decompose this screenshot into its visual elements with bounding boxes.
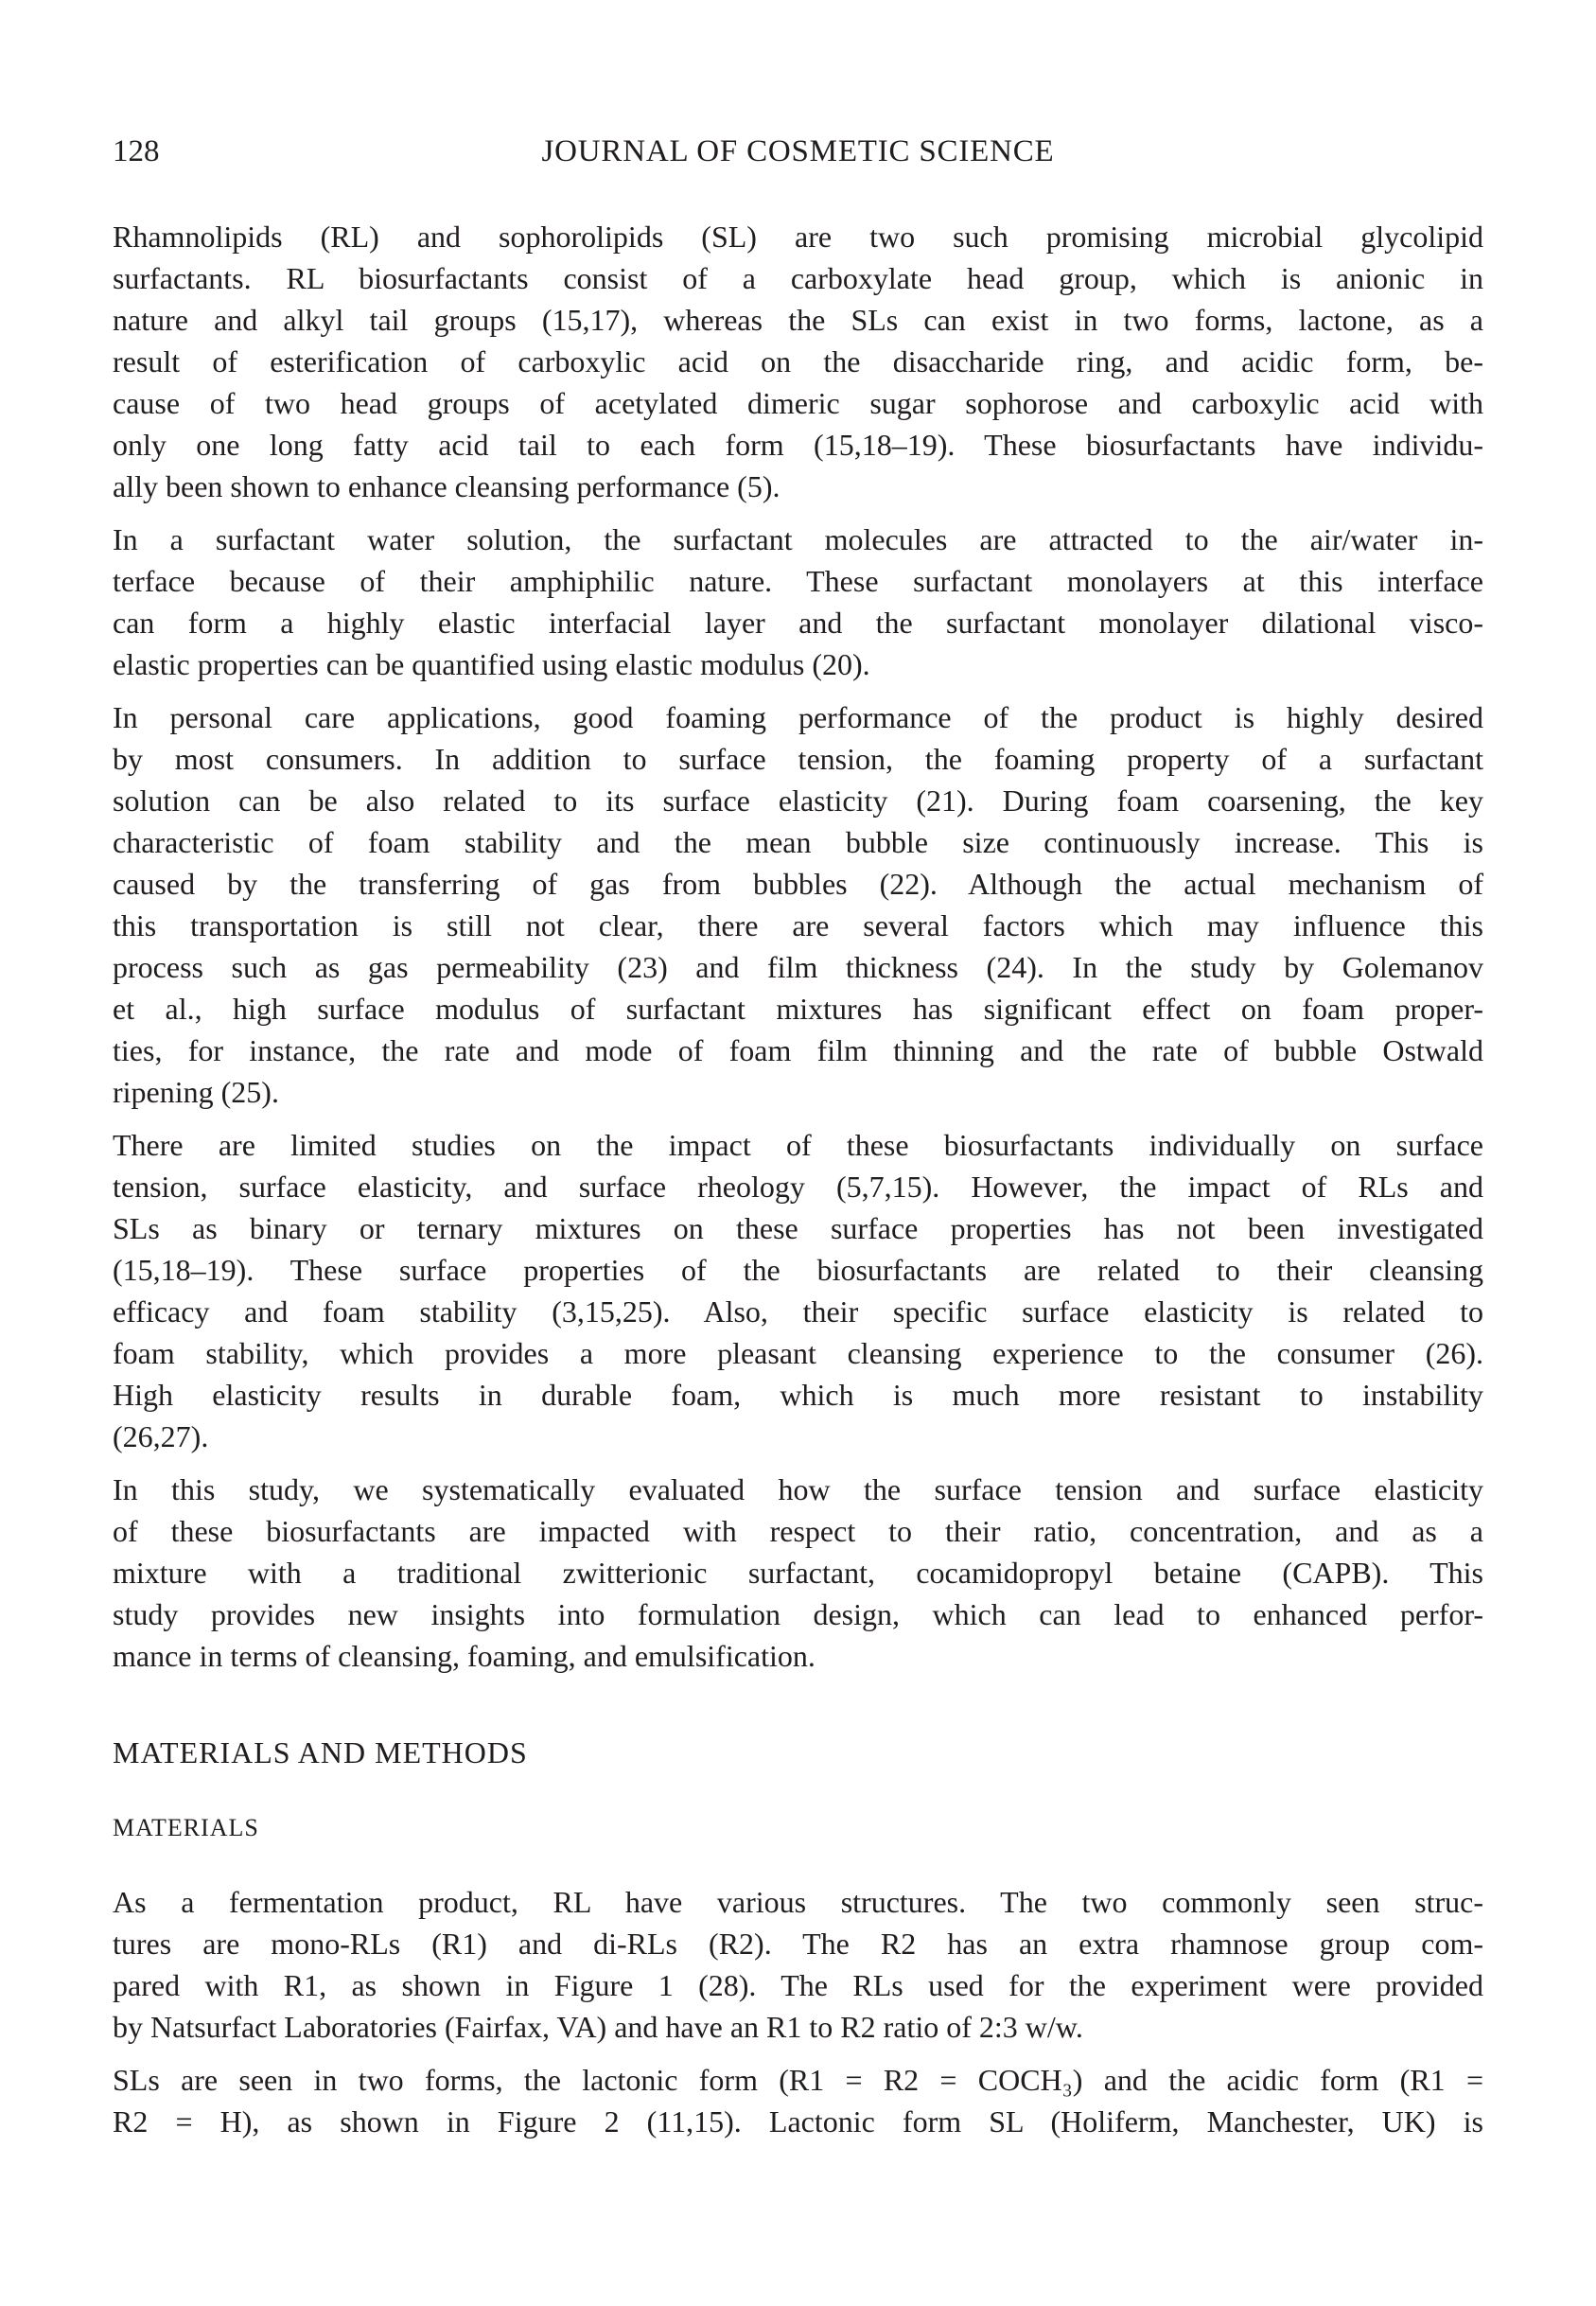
- text-line: ripening (25).: [113, 1075, 279, 1109]
- text-line: caused by the transferring of gas from bubbles (22). Although the actual mechanism of: [113, 867, 1483, 901]
- text-line: ties, for instance, the rate and mode of foam film thinning and the rate of bubble Ostwald: [113, 1033, 1483, 1067]
- paragraph: [113, 696, 1483, 1113]
- text-line: Rhamnolipids (RL) and sophorolipids (SL) are two such promising microbial glycolipid: [113, 220, 1483, 254]
- text-line: et al., high surface modulus of surfactant mixtures has significant effect on foam proper-: [113, 992, 1483, 1026]
- text-line: tension, surface elasticity, and surface rheology (5,7,15). However, the impact of RLs and: [113, 1170, 1483, 1204]
- text-line: nature and alkyl tail groups (15,17), whereas the SLs can exist in two forms, lactone, as a: [113, 303, 1483, 337]
- intro-paragraphs: [113, 216, 1483, 1677]
- text-line: (15,18–19). These surface properties of the biosurfactants are related to their cleansing: [113, 1253, 1483, 1287]
- paragraph: [113, 519, 1483, 685]
- text-line: pared with R1, as shown in Figure 1 (28). The RLs used for the experiment were provided: [113, 1968, 1483, 2002]
- text-line: process such as gas permeability (23) and film thickness (24). In the study by Golemanov: [113, 950, 1483, 984]
- text-line: In a surfactant water solution, the surfactant molecules are attracted to the air/water in-: [113, 522, 1483, 556]
- section-heading-materials-and-methods: MATERIALS AND METHODS: [113, 1735, 528, 1769]
- paragraph: [113, 2059, 1483, 2142]
- text-line: can form a highly elastic interfacial layer and the surfactant monolayer dilational visco-: [113, 606, 1483, 640]
- text-line: R2 = H), as shown in Figure 2 (11,15). Lactonic form SL (Holiferm, Manchester, UK) is: [113, 2104, 1483, 2139]
- text-line: efficacy and foam stability (3,15,25). Also, their specific surface elasticity is related to: [113, 1294, 1483, 1329]
- text-line: result of esterification of carboxylic acid on the disaccharide ring, and acidic form, be-: [113, 344, 1483, 378]
- text-line: by most consumers. In addition to surface tension, the foaming property of a surfactant: [113, 742, 1483, 776]
- text-line: of these biosurfactants are impacted with respect to their ratio, concentration, and as a: [113, 1514, 1483, 1548]
- subsection-heading-materials: MATERIALS: [113, 1814, 259, 1841]
- text-line: In personal care applications, good foaming performance of the product is highly desired: [113, 700, 1483, 734]
- text-line: mixture with a traditional zwitterionic surfactant, cocamidopropyl betaine (CAPB). This: [113, 1556, 1483, 1590]
- text-line: In this study, we systematically evaluated how the surface tension and surface elasticity: [113, 1472, 1483, 1506]
- text-line: (26,27).: [113, 1419, 209, 1453]
- text-line: tures are mono-RLs (R1) and di-RLs (R2). The R2 has an extra rhamnose group com-: [113, 1927, 1483, 1961]
- text-line: mance in terms of cleansing, foaming, and emulsification.: [113, 1639, 816, 1673]
- running-header: [113, 132, 1483, 174]
- journal-title: JOURNAL OF COSMETIC SCIENCE: [541, 134, 1055, 168]
- text-line: terface because of their amphiphilic nature. These surfactant monolayers at this interface: [113, 564, 1483, 598]
- text-line: cause of two head groups of acetylated dimeric sugar sophorose and carboxylic acid with: [113, 386, 1483, 420]
- paragraph: [113, 216, 1483, 507]
- text-line: elastic properties can be quantified using elastic modulus (20).: [113, 647, 870, 681]
- text-line: High elasticity results in durable foam, which is much more resistant to instability: [113, 1378, 1483, 1412]
- text-line: foam stability, which provides a more pleasant cleansing experience to the consumer (26).: [113, 1336, 1483, 1370]
- text-line: solution can be also related to its surface elasticity (21). During foam coarsening, the key: [113, 783, 1483, 818]
- text-line: SLs as binary or ternary mixtures on these surface properties has not been investigated: [113, 1211, 1483, 1245]
- article-body: [113, 216, 1483, 2142]
- text-line: characteristic of foam stability and the mean bubble size continuously increase. This is: [113, 825, 1483, 859]
- text-line: SLs are seen in two forms, the lactonic form (R1 = R2 = COCH₃) and the acidic form (R1 =: [113, 2063, 1483, 2097]
- paragraph: [113, 1469, 1483, 1677]
- text-line: surfactants. RL biosurfactants consist of a carboxylate head group, which is anionic in: [113, 261, 1483, 295]
- text-line: There are limited studies on the impact of these biosurfactants individually on surface: [113, 1128, 1483, 1162]
- text-line: study provides new insights into formulation design, which can lead to enhanced perfor-: [113, 1597, 1483, 1631]
- page-number: 128: [113, 134, 160, 168]
- paragraph: [113, 1124, 1483, 1457]
- text-line: this transportation is still not clear, there are several factors which may influence this: [113, 908, 1483, 942]
- text-line: As a fermentation product, RL have various structures. The two commonly seen struc-: [113, 1885, 1483, 1919]
- text-line: by Natsurfact Laboratories (Fairfax, VA) and have an R1 to R2 ratio of 2:3 w/w.: [113, 2010, 1083, 2044]
- text-line: only one long fatty acid tail to each form (15,18–19). These biosurfactants have individu-: [113, 428, 1483, 462]
- text-line: ally been shown to enhance cleansing performance (5).: [113, 469, 780, 503]
- paragraph: [113, 1881, 1483, 2048]
- materials-paragraphs: [113, 1881, 1483, 2142]
